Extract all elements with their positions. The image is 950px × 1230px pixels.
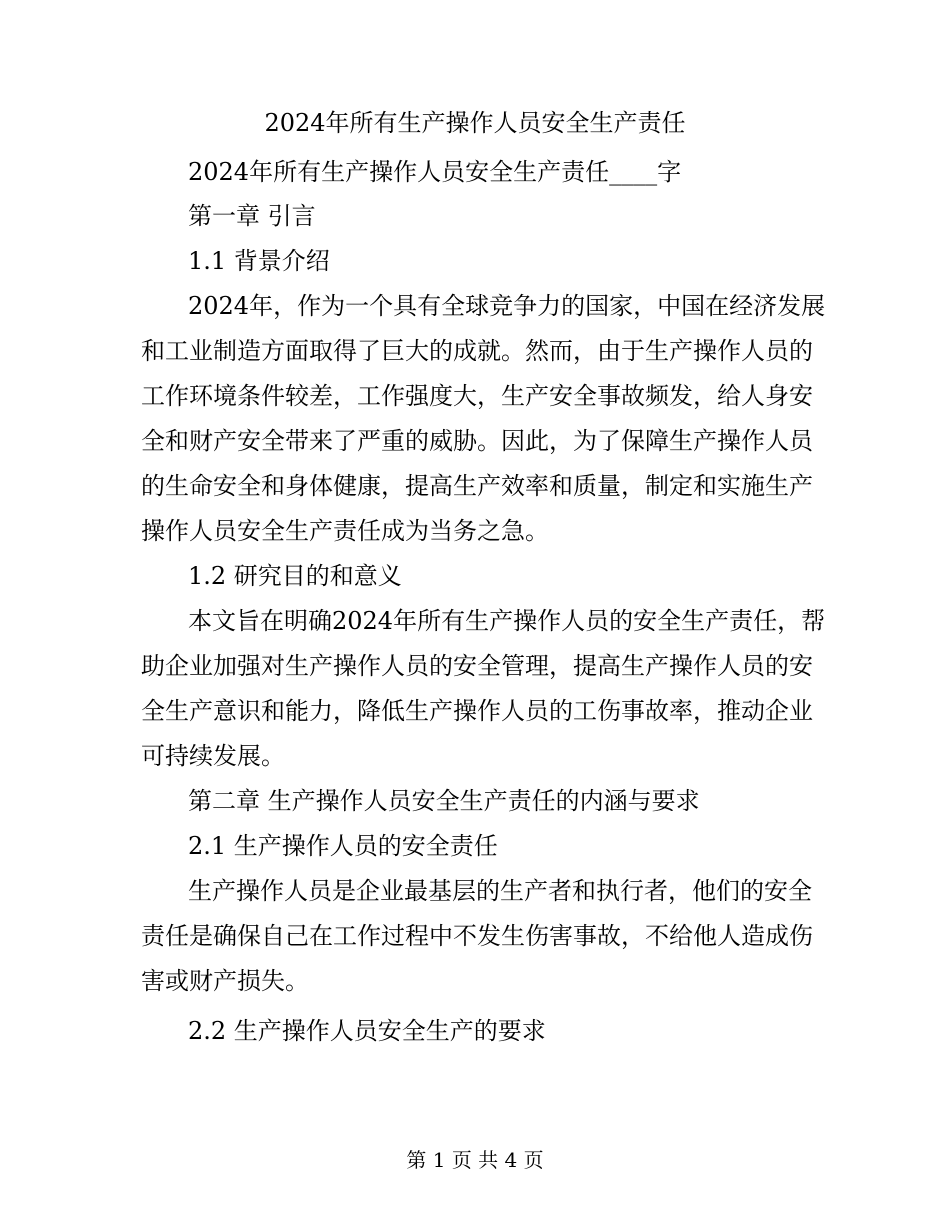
paragraph-line: 2024年，作为一个具有全球竞争力的国家，中国在经济发展: [188, 292, 826, 320]
chapter-1-heading: 第一章 引言: [188, 202, 316, 230]
paragraph-line: 和工业制造方面取得了巨大的成就。然而，由于生产操作人员的: [141, 337, 813, 365]
section-1-1-heading: 1.1 背景介绍: [188, 247, 330, 275]
subtitle-line: 2024年所有生产操作人员安全生产责任____字: [188, 158, 682, 186]
paragraph-line: 工作环境条件较差，工作强度大，生产安全事故频发，给人身安: [141, 382, 813, 410]
section-2-1-heading: 2.1 生产操作人员的安全责任: [188, 832, 498, 860]
paragraph-line: 本文旨在明确2024年所有生产操作人员的安全生产责任，帮: [188, 607, 826, 635]
section-2-2-heading: 2.2 生产操作人员安全生产的要求: [188, 1017, 546, 1045]
paragraph-line: 责任是确保自己在工作过程中不发生伤害事故，不给他人造成伤: [141, 922, 813, 950]
paragraph-line: 的生命安全和身体健康，提高生产效率和质量，制定和实施生产: [141, 472, 813, 500]
paragraph-line: 全生产意识和能力，降低生产操作人员的工伤事故率，推动企业: [141, 697, 813, 725]
paragraph-line: 生产操作人员是企业最基层的生产者和执行者，他们的安全: [188, 877, 812, 905]
page-footer: 第 1 页 共 4 页: [406, 1148, 544, 1172]
section-1-2-heading: 1.2 研究目的和意义: [188, 562, 402, 590]
paragraph-line: 可持续发展。: [141, 742, 285, 770]
paragraph-line: 助企业加强对生产操作人员的安全管理，提高生产操作人员的安: [141, 652, 813, 680]
paragraph-line: 操作人员安全生产责任成为当务之急。: [141, 517, 549, 545]
paragraph-line: 害或财产损失。: [141, 967, 309, 995]
paragraph-line: 全和财产安全带来了严重的威胁。因此，为了保障生产操作人员: [141, 427, 813, 455]
chapter-2-heading: 第二章 生产操作人员安全生产责任的内涵与要求: [188, 787, 700, 815]
document-title: 2024年所有生产操作人员安全生产责任: [264, 109, 686, 137]
